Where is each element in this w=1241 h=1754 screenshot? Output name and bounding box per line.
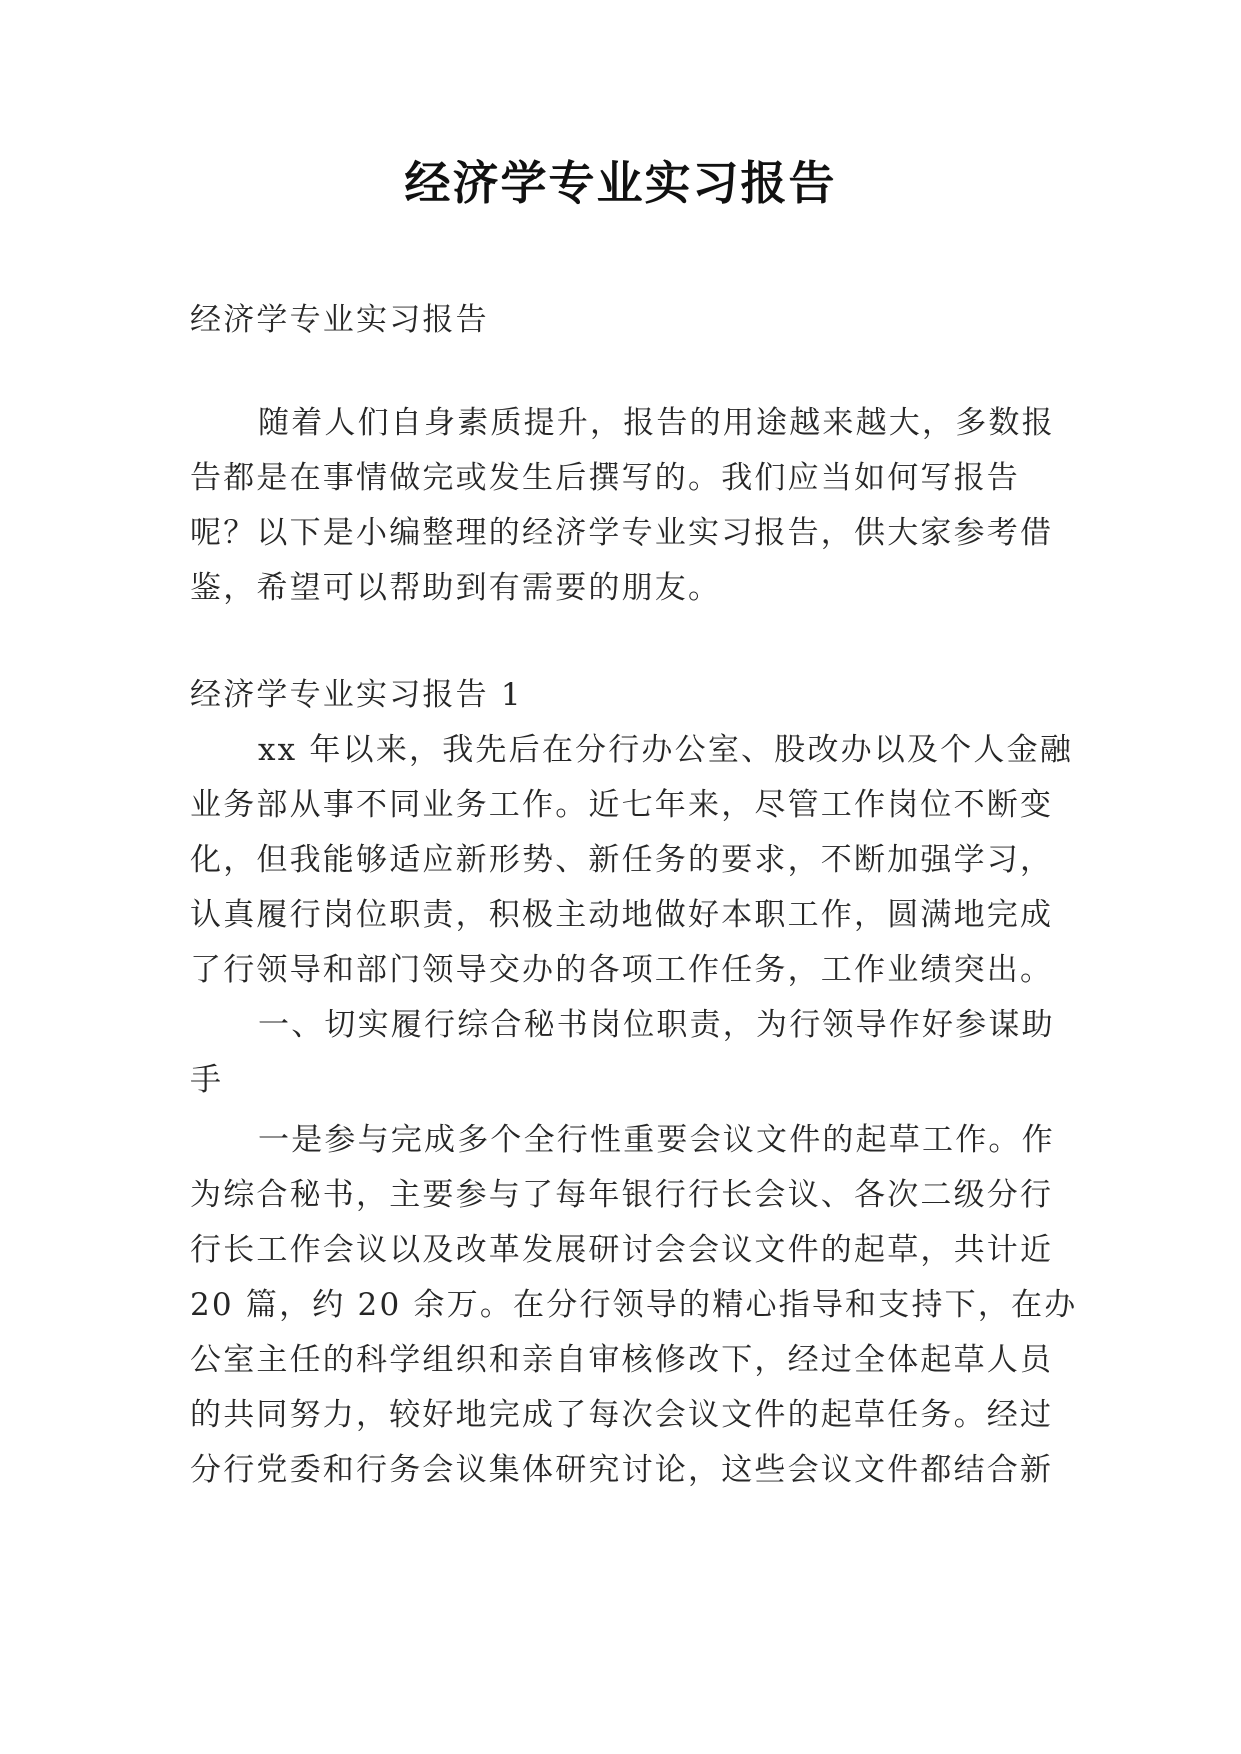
section-heading: 经济学专业实习报告 1 — [190, 677, 523, 713]
paragraph-line: 业务部从事不同业务工作。近七年来，尽管工作岗位不断变 — [190, 787, 1054, 823]
paragraph-line: 了行领导和部门领导交办的各项工作任务，工作业绩突出。 — [190, 952, 1054, 988]
paragraph-line: 的共同努力，较好地完成了每次会议文件的起草任务。经过 — [190, 1397, 1054, 1433]
paragraph-line: 分行党委和行务会议集体研究讨论，这些会议文件都结合新 — [190, 1452, 1054, 1488]
intro-line: 鉴，希望可以帮助到有需要的朋友。 — [190, 570, 722, 606]
paragraph-line: 为综合秘书，主要参与了每年银行行长会议、各次二级分行 — [190, 1177, 1054, 1213]
paragraph-line: 化，但我能够适应新形势、新任务的要求，不断加强学习， — [190, 842, 1054, 878]
paragraph-line: xx 年以来，我先后在分行办公室、股改办以及个人金融 — [258, 732, 1074, 768]
paragraph-line: 认真履行岗位职责，积极主动地做好本职工作，圆满地完成 — [190, 897, 1054, 933]
intro-line: 呢？以下是小编整理的经济学专业实习报告，供大家参考借 — [190, 515, 1054, 551]
intro-line: 告都是在事情做完或发生后撰写的。我们应当如何写报告 — [190, 460, 1020, 496]
paragraph-line: 公室主任的科学组织和亲自审核修改下，经过全体起草人员 — [190, 1342, 1054, 1378]
paragraph-line: 一是参与完成多个全行性重要会议文件的起草工作。作 — [258, 1122, 1055, 1158]
subtitle: 经济学专业实习报告 — [190, 302, 489, 338]
paragraph-line: 20 篇，约 20 余万。在分行领导的精心指导和支持下，在办 — [190, 1287, 1078, 1323]
paragraph-line: 行长工作会议以及改革发展研讨会会议文件的起草，共计近 — [190, 1232, 1054, 1268]
point-heading-line: 一、切实履行综合秘书岗位职责，为行领导作好参谋助 — [258, 1007, 1055, 1043]
document-title: 经济学专业实习报告 — [404, 156, 837, 210]
intro-line: 随着人们自身素质提升，报告的用途越来越大，多数报 — [258, 405, 1055, 441]
point-heading-line: 手 — [190, 1062, 224, 1098]
